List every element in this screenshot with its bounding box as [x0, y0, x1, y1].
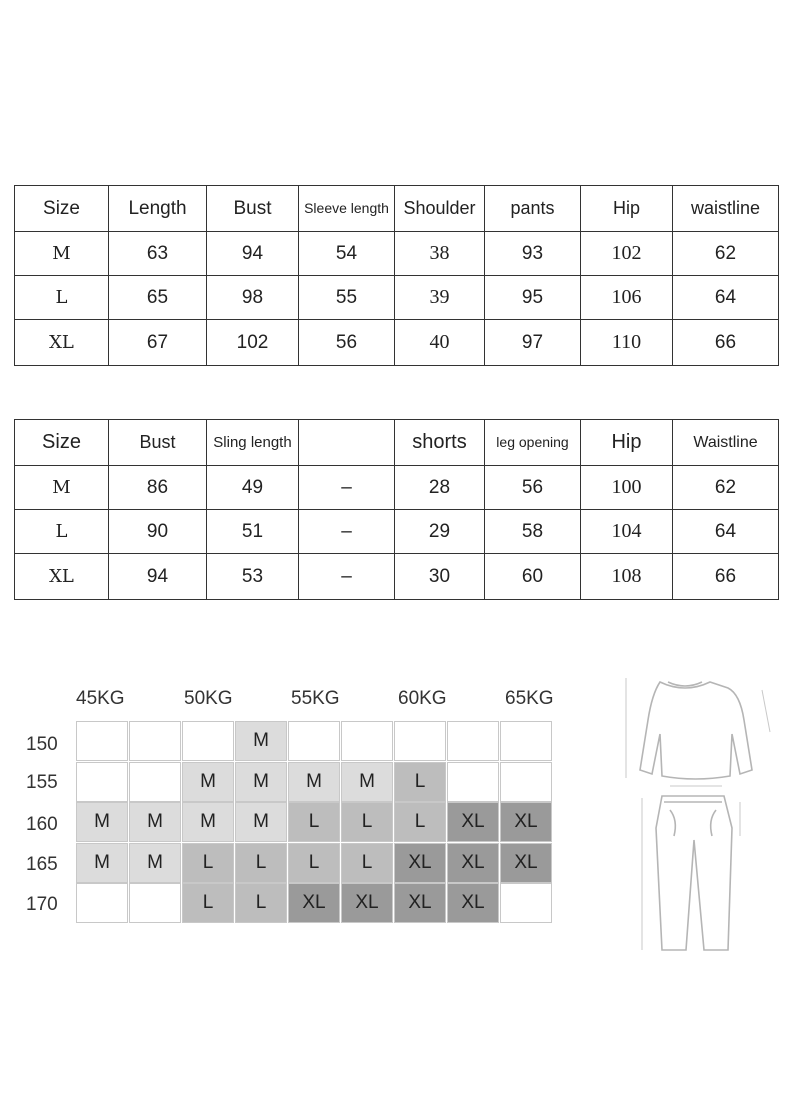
weight-label: 60KG — [398, 688, 447, 709]
header-cell: Sleeve length — [299, 186, 395, 232]
value-cell: 40 — [395, 320, 485, 366]
size-grid-cell: XL — [447, 802, 499, 842]
size-grid-cell — [341, 721, 393, 761]
size-cell: M — [15, 466, 109, 510]
size-grid-cell — [129, 883, 181, 923]
size-grid-cell — [76, 762, 128, 802]
size-grid-cell: M — [235, 721, 287, 761]
size-grid-cell — [182, 721, 234, 761]
size-grid-cell: L — [341, 843, 393, 883]
header-cell: Waistline — [673, 420, 779, 466]
value-cell: 67 — [109, 320, 207, 366]
size-grid-cell: M — [288, 762, 340, 802]
height-label: 150 — [26, 734, 58, 755]
header-cell: Bust — [207, 186, 299, 232]
value-cell: 60 — [485, 554, 581, 600]
garment-measurement-sketch — [600, 660, 790, 960]
size-grid-cell: XL — [394, 843, 446, 883]
size-grid-cell: L — [235, 883, 287, 923]
size-grid-cell: M — [182, 802, 234, 842]
weight-label: 50KG — [184, 688, 233, 709]
size-grid-cell — [500, 883, 552, 923]
size-grid-cell — [129, 721, 181, 761]
value-cell: 102 — [207, 320, 299, 366]
header-cell: Bust — [109, 420, 207, 466]
size-grid-cell: XL — [447, 843, 499, 883]
size-grid-cell: M — [76, 843, 128, 883]
height-label: 155 — [26, 772, 58, 793]
header-cell: pants — [485, 186, 581, 232]
size-grid-cell — [76, 721, 128, 761]
header-cell: Length — [109, 186, 207, 232]
value-cell: 29 — [395, 510, 485, 554]
size-grid-cell: M — [235, 802, 287, 842]
value-cell: 39 — [395, 276, 485, 320]
value-cell: 100 — [581, 466, 673, 510]
value-cell: 62 — [673, 232, 779, 276]
size-grid-cell: XL — [288, 883, 340, 923]
size-grid-cell: L — [288, 843, 340, 883]
size-grid-cell: M — [235, 762, 287, 802]
value-cell: 102 — [581, 232, 673, 276]
value-cell: – — [299, 510, 395, 554]
header-cell: leg opening — [485, 420, 581, 466]
value-cell: 56 — [485, 466, 581, 510]
value-cell: 106 — [581, 276, 673, 320]
size-cell: L — [15, 510, 109, 554]
value-cell: 104 — [581, 510, 673, 554]
height-label: 170 — [26, 894, 58, 915]
size-grid-cell: M — [129, 802, 181, 842]
value-cell: 94 — [207, 232, 299, 276]
size-grid-cell: L — [235, 843, 287, 883]
size-grid-cell — [447, 721, 499, 761]
size-grid-cell: XL — [394, 883, 446, 923]
value-cell: 54 — [299, 232, 395, 276]
value-cell: 93 — [485, 232, 581, 276]
value-cell: 49 — [207, 466, 299, 510]
value-cell: 58 — [485, 510, 581, 554]
value-cell: 97 — [485, 320, 581, 366]
size-grid-cell — [394, 721, 446, 761]
header-cell: Size — [15, 186, 109, 232]
value-cell: 55 — [299, 276, 395, 320]
value-cell: 108 — [581, 554, 673, 600]
size-grid-cell: L — [394, 762, 446, 802]
value-cell: 30 — [395, 554, 485, 600]
size-grid-cell: L — [182, 843, 234, 883]
value-cell: 64 — [673, 276, 779, 320]
size-grid-cell: L — [182, 883, 234, 923]
header-cell: Hip — [581, 186, 673, 232]
header-cell: waistline — [673, 186, 779, 232]
weight-label: 55KG — [291, 688, 340, 709]
size-grid-cell: L — [394, 802, 446, 842]
value-cell: 94 — [109, 554, 207, 600]
value-cell: 86 — [109, 466, 207, 510]
header-cell: Sling length — [207, 420, 299, 466]
value-cell: 98 — [207, 276, 299, 320]
value-cell: 53 — [207, 554, 299, 600]
size-grid-cell: M — [182, 762, 234, 802]
height-label: 165 — [26, 854, 58, 875]
value-cell: 90 — [109, 510, 207, 554]
value-cell: 66 — [673, 320, 779, 366]
value-cell: 56 — [299, 320, 395, 366]
size-grid-cell — [500, 762, 552, 802]
value-cell: 110 — [581, 320, 673, 366]
size-cell: M — [15, 232, 109, 276]
value-cell: 66 — [673, 554, 779, 600]
value-cell: 28 — [395, 466, 485, 510]
weight-label: 65KG — [505, 688, 554, 709]
size-grid-cell: M — [129, 843, 181, 883]
size-grid-cell: XL — [341, 883, 393, 923]
size-cell: L — [15, 276, 109, 320]
size-grid-cell — [500, 721, 552, 761]
header-cell: Hip — [581, 420, 673, 466]
size-grid-cell — [447, 762, 499, 802]
size-cell: XL — [15, 554, 109, 600]
size-grid-cell: XL — [500, 802, 552, 842]
header-cell: Shoulder — [395, 186, 485, 232]
value-cell: 65 — [109, 276, 207, 320]
size-grid-cell: L — [288, 802, 340, 842]
size-grid-cell — [76, 883, 128, 923]
value-cell: 95 — [485, 276, 581, 320]
header-cell: shorts — [395, 420, 485, 466]
size-grid-cell: XL — [447, 883, 499, 923]
size-grid-cell: XL — [500, 843, 552, 883]
size-grid-cell: M — [76, 802, 128, 842]
size-cell: XL — [15, 320, 109, 366]
weight-label: 45KG — [76, 688, 125, 709]
value-cell: 62 — [673, 466, 779, 510]
value-cell: 38 — [395, 232, 485, 276]
size-grid-cell — [288, 721, 340, 761]
size-grid-cell: M — [341, 762, 393, 802]
size-grid-cell — [129, 762, 181, 802]
height-label: 160 — [26, 814, 58, 835]
value-cell: 64 — [673, 510, 779, 554]
value-cell: – — [299, 466, 395, 510]
value-cell: – — [299, 554, 395, 600]
value-cell: 63 — [109, 232, 207, 276]
size-grid-cell: L — [341, 802, 393, 842]
value-cell: 51 — [207, 510, 299, 554]
header-cell: Size — [15, 420, 109, 466]
